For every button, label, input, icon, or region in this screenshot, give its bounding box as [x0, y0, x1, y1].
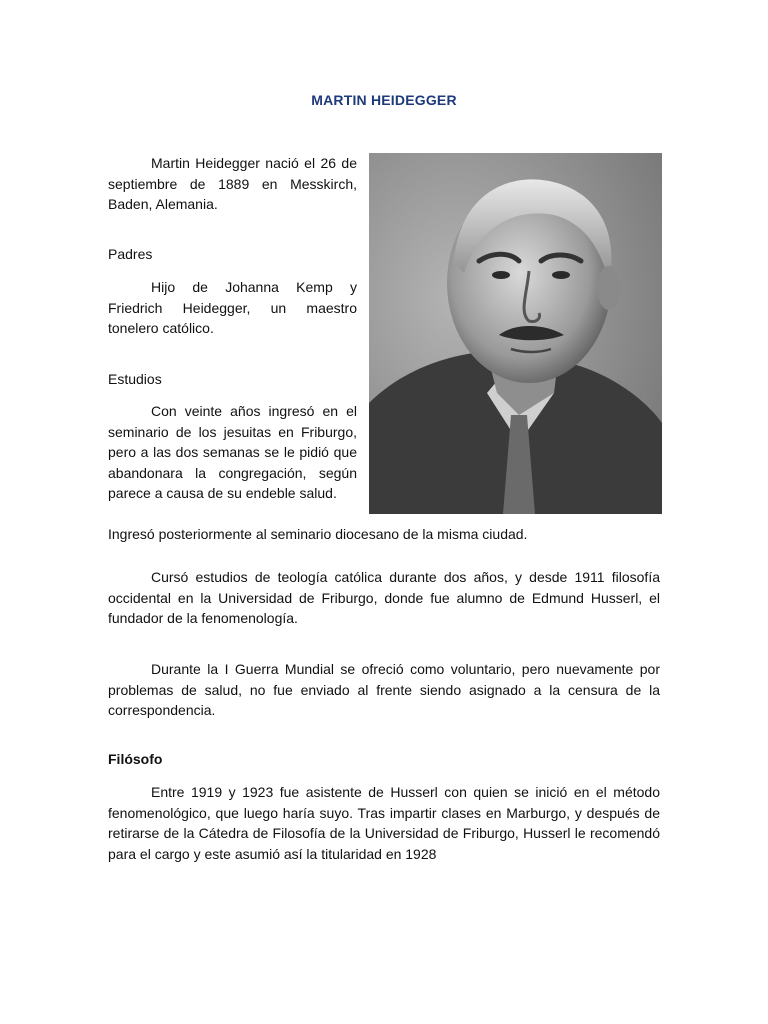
padres-label: Padres	[108, 246, 153, 262]
filosofo-heading: Filósofo	[108, 751, 163, 767]
portrait-image	[369, 153, 662, 514]
estudios-paragraph-part2: Ingresó posteriormente al seminario diocesano de la misma ciudad.	[108, 526, 528, 542]
guerra-paragraph: Durante la I Guerra Mundial se ofreció como voluntario, pero nuevamente por problemas de salud, no fue enviado al frente siendo asignado a la censura de la correspondencia.	[108, 661, 660, 718]
filosofo-paragraph: Entre 1919 y 1923 fue asistente de Husserl con quien se inició en el método fenomenológico, que luego haría suyo. Tras impartir clases en Marburgo, y después de retirarse de la Cátedra de Filosofía de la Universidad de Friburgo, Husserl le recomendó para el cargo y este asumió así la titularidad en 1928	[108, 784, 660, 862]
portrait-photo	[369, 153, 662, 514]
page-title: MARTIN HEIDEGGER	[311, 92, 457, 108]
estudios-paragraph-part1: Con veinte años ingresó en el seminario de los jesuitas en Friburgo, pero a las dos semanas se le pidió que abandonara la congregación, según parece a causa de su endeble salud.	[108, 403, 357, 501]
teologia-paragraph: Cursó estudios de teología católica durante dos años, y desde 1911 filosofía occidental en la Universidad de Friburgo, donde fue alumno de Edmund Husserl, el fundador de la fenomenología.	[108, 569, 660, 626]
padres-paragraph: Hijo de Johanna Kemp y Friedrich Heidegger, un maestro tonelero católico.	[108, 279, 357, 336]
estudios-label: Estudios	[108, 371, 162, 387]
intro-paragraph: Martin Heidegger nació el 26 de septiembre de 1889 en Messkirch, Baden, Alemania.	[108, 155, 357, 212]
